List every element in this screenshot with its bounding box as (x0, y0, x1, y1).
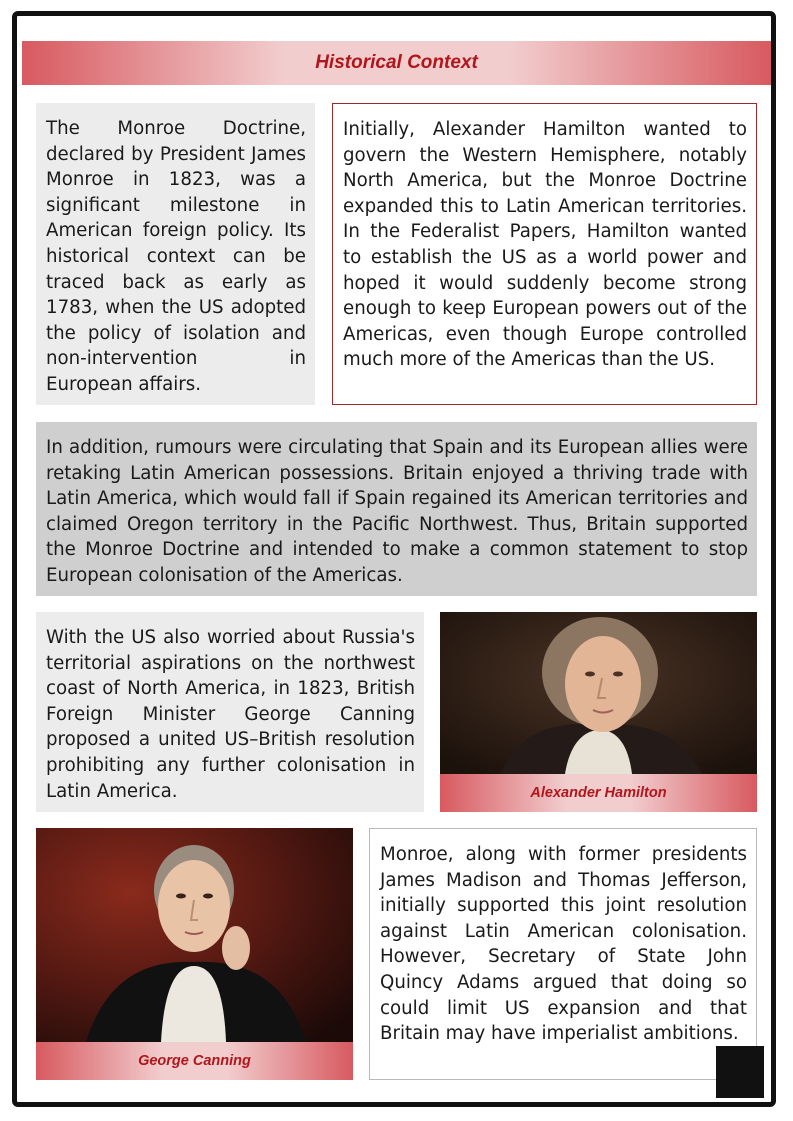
hamilton-caption-text: Alexander Hamilton (530, 785, 667, 801)
section-banner (22, 41, 771, 85)
hamilton-caption (440, 774, 757, 812)
text-box-hamilton: Initially, Alexander Hamilton wanted to govern the Western Hemisphere, notably North America, but the Monroe Doctrine expanded this to Latin American territories. In the Federalist Papers, Hamilton wanted to establish the US as a world power and hoped it would suddenly become strong enough to keep European powers out of the Americas, even though Europe controlled much more of the Americas than the US. (332, 103, 757, 405)
hamilton-portrait-image (440, 612, 757, 774)
canning-caption (36, 1042, 353, 1080)
hamilton-portrait (440, 612, 757, 774)
canning-portrait-image (36, 828, 353, 1042)
text-box-canning-proposal: With the US also worried about Russia's territorial aspirations on the northwest coast of North America, in 1823, British Foreign Minister George Canning proposed a united US–British resolution prohibiting any further colonisation in Latin America. (36, 612, 424, 812)
text-box-monroe-doctrine: The Monroe Doctrine, declared by President James Monroe in 1823, was a significant milestone in American foreign policy. Its historical context can be traced back as early as 1783, when the US adopted the policy of isolation and non-intervention in European affairs. (36, 103, 315, 405)
text-box-monroe-support: Monroe, along with former presidents James Madison and Thomas Jefferson, initially supported this joint resolution against Latin American colonisation. However, Secretary of State John Quincy Adams argued that doing so could limit US expansion and that Britain may have imperialist ambitions. (369, 828, 757, 1080)
canning-caption-text: George Canning (138, 1053, 251, 1069)
text-box-rumours: In addition, rumours were circulating that Spain and its European allies were retaking Latin American possessions. Britain enjoyed a thriving trade with Latin America, which would fall if Spain regained its American territories and claimed Oregon territory in the Pacific Northwest. Thus, Britain supported the Monroe Doctrine and intended to make a common statement to stop European colonisation of the Americas. (36, 422, 757, 596)
section-title: Historical Context (315, 52, 478, 73)
canning-portrait (36, 828, 353, 1042)
corner-tab (716, 1046, 764, 1098)
